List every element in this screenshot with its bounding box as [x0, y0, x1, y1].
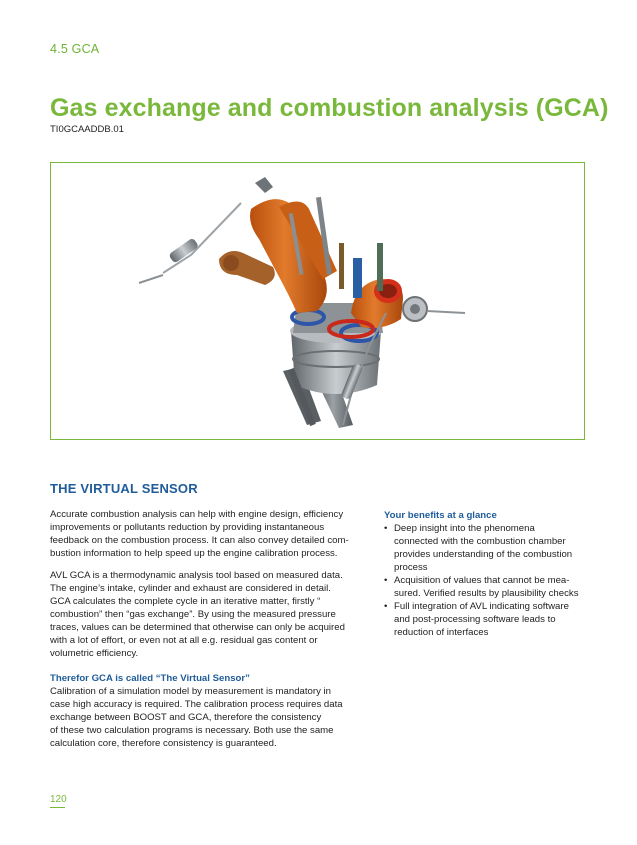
- text-line: reduction of interfaces: [394, 627, 489, 638]
- text-line: with a lot of effort, or even not at all e.g. residual gas content or: [50, 635, 318, 646]
- benefit-item: [384, 600, 590, 639]
- text-line: feedback on the combustion process. It can also convey detailed com-: [50, 535, 349, 546]
- benefits-heading: Your benefits at a glance: [384, 510, 497, 521]
- text-line: calculation core, therefore consistency is guaranteed.: [50, 738, 277, 749]
- document-code: TI0GCAADDB.01: [50, 124, 124, 135]
- section-heading: THE VIRTUAL SENSOR: [50, 481, 198, 496]
- text-line: connected with the combustion chamber: [394, 536, 566, 547]
- text-line: provides understanding of the combustion: [394, 549, 573, 560]
- text-line: case high accuracy is required. The calibration process requires data: [50, 699, 343, 710]
- text-line: improvements or pollutants reduction by providing instantaneous: [50, 522, 325, 533]
- page-number: 120: [50, 794, 67, 805]
- text-line: bustion information to help speed up the engine calibration process.: [50, 548, 338, 559]
- benefit-item: [384, 522, 590, 574]
- left-column: [50, 508, 362, 750]
- page-number-underline: [50, 807, 65, 808]
- benefits-column: [384, 509, 590, 639]
- text-line: and post-processing software leads to: [394, 614, 556, 625]
- benefit-item: [384, 574, 590, 600]
- text-line: of these two calculation programs is necessary. Both use the same: [50, 725, 334, 736]
- benefits-list: [384, 522, 590, 639]
- text-line: Calibration of a simulation model by measurement is mandatory in: [50, 686, 332, 697]
- text-line: traces, values can be determined that otherwise can only be acquired: [50, 622, 345, 633]
- text-line: volumetric efficiency.: [50, 648, 139, 659]
- virtual-sensor-subheading: Therefor GCA is called “The Virtual Sensor”: [50, 673, 250, 684]
- calibration-paragraph: [50, 685, 362, 750]
- page-title: Gas exchange and combustion analysis (GCA): [50, 94, 609, 122]
- section-label: 4.5 GCA: [50, 42, 100, 56]
- text-line: The engine’s intake, cylinder and exhaust are considered in detail.: [50, 583, 331, 594]
- text-line: AVL GCA is a thermodynamic analysis tool based on measured data.: [50, 570, 343, 581]
- text-line: Deep insight into the phenomena: [394, 523, 535, 534]
- text-line: sured. Verified results by plausibility checks: [394, 588, 579, 599]
- engine-cylinder-illustration: [51, 163, 585, 440]
- text-line: Acquisition of values that cannot be mea-: [394, 575, 570, 586]
- text-line: combustion” then “gas exchange”. By using the measured pressure: [50, 609, 336, 620]
- text-line: exchange between BOOST and GCA, therefore the consistency: [50, 712, 322, 723]
- text-line: GCA calculates the complete cycle in an iterative matter, firstly “: [50, 596, 321, 607]
- text-line: Full integration of AVL indicating software: [394, 601, 569, 612]
- text-line: process: [394, 562, 428, 573]
- intro-paragraph: [50, 508, 362, 560]
- engine-figure: [50, 162, 585, 440]
- text-line: Accurate combustion analysis can help with engine design, efficiency: [50, 509, 344, 520]
- gca-paragraph: [50, 569, 362, 660]
